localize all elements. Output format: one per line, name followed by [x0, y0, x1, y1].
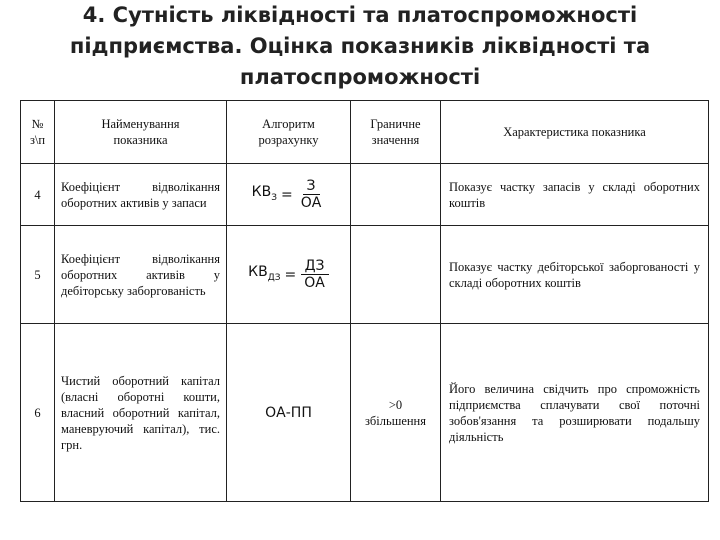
title-line-2: підприємства. Оцінка показників ліквідності та [69, 34, 651, 58]
formula-denominator: ОА [304, 275, 325, 291]
formula-fraction: $КВ_З$ = З ОА [252, 178, 326, 211]
table-row [21, 226, 709, 324]
row-formula [227, 164, 351, 226]
formula-denominator: ОА [300, 195, 322, 211]
header-algorithm: Алгоритм розрахунку [227, 101, 351, 164]
formula-numerator: ДЗ [301, 258, 329, 275]
title-line-1: 4. Сутність ліквідності та платоспроможності [82, 3, 638, 27]
row-limit [351, 324, 441, 502]
row-name: Коефіцієнт відволікання оборотних активів у запаси [55, 164, 227, 226]
row-formula [227, 226, 351, 324]
limit-note: збільшення [364, 413, 426, 428]
table-row [21, 164, 709, 226]
table-header-row [21, 101, 709, 164]
row-desc: Його величина свідчить про спроможність підприємства сплачувати свої поточні зобов'язання та розширювати подальшу діяльність [441, 324, 709, 502]
formula-text: ОА-ПП [265, 404, 312, 421]
title-line-3: платоспроможності [239, 65, 481, 89]
row-name: Чистий оборотний капітал (власні оборотні кошти, власний оборотний капітал, маневруючий капітал), тис. грн. [55, 324, 227, 502]
row-desc: Показує частку запасів у складі оборотних коштів [441, 164, 709, 226]
limit-value: >0 [388, 397, 403, 412]
row-num: 4 [21, 164, 55, 226]
formula-lhs: КВ [248, 263, 268, 280]
row-name: Коефіцієнт відволікання оборотних активів у дебіторську заборгованість [55, 226, 227, 324]
page-title [0, 0, 720, 93]
formula-lhs: КВ [251, 183, 272, 200]
row-num: 6 [21, 324, 55, 502]
formula-subscript: ДЗ [267, 272, 281, 283]
header-limit: Граничне значення [351, 101, 441, 164]
header-name: Найменування показника [55, 101, 227, 164]
table-row [21, 324, 709, 502]
formula-numerator: З [303, 178, 320, 195]
header-desc: Характеристика показника [441, 101, 709, 164]
row-num: 5 [21, 226, 55, 324]
indicators-table [20, 100, 709, 502]
row-desc: Показує частку дебіторської заборгованості у складі оборотних коштів [441, 226, 709, 324]
header-num: № з\п [21, 101, 55, 164]
row-limit [351, 226, 441, 324]
row-limit [351, 164, 441, 226]
formula-fraction: $КВ_{ДЗ}$ = ДЗ ОА [248, 258, 329, 291]
formula-subscript: З [271, 192, 277, 203]
row-formula [227, 324, 351, 502]
